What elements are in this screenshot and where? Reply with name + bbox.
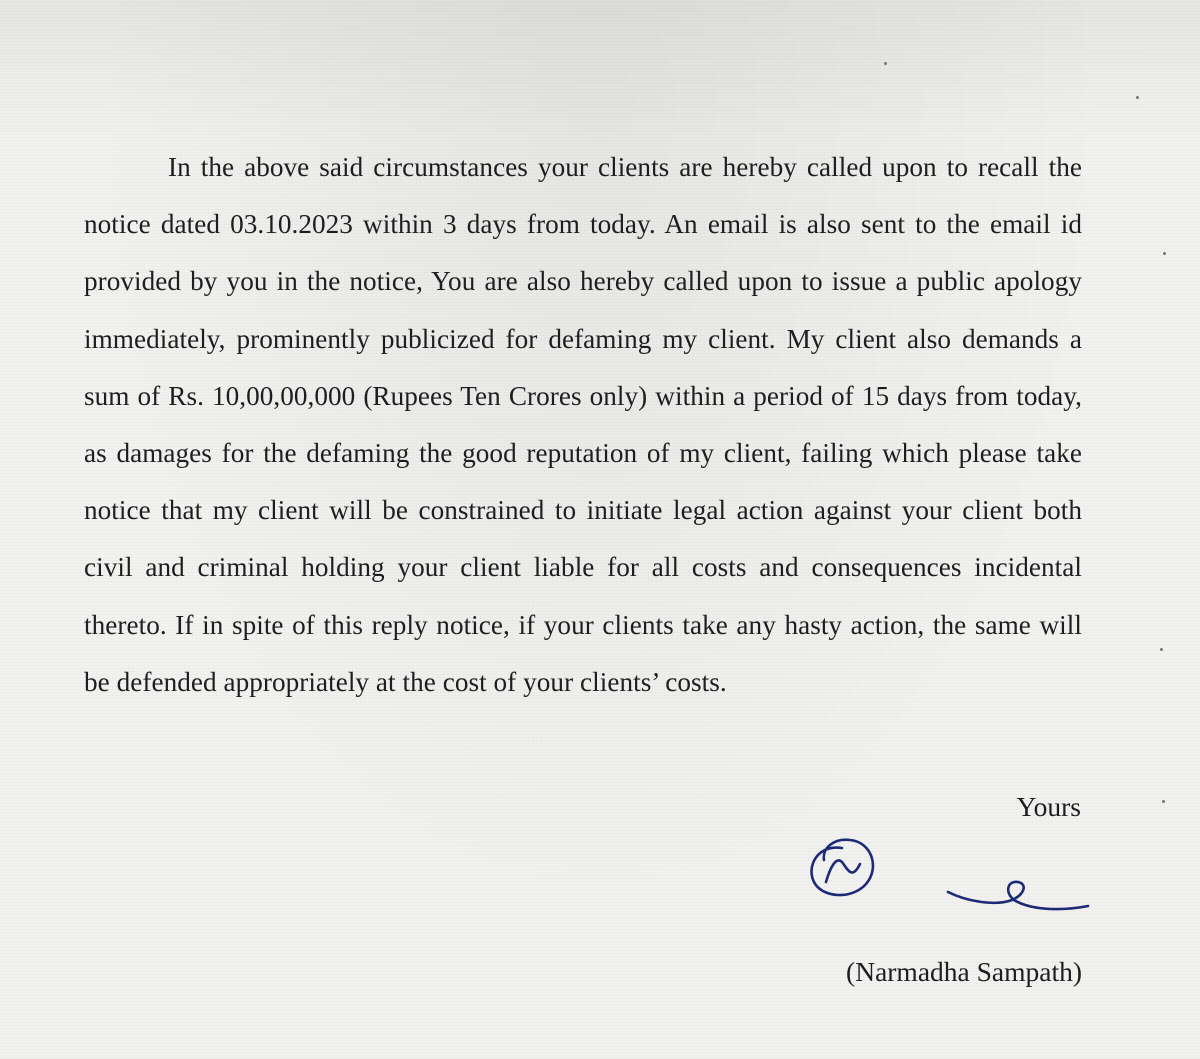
scan-speck	[1136, 96, 1139, 99]
letter-body-paragraph: In the above said circumstances your clients are hereby called upon to recall the notice dated 03.10.2023 within 3 days from today. An email is also sent to the email id provided by you in the notice, You are also hereby called upon to issue a public apology immediately, prominently publicized for defaming my client. My client also demands a sum of Rs. 10,00,00,000 (Rupees Ten Crores only) within a period of 15 days from today, as damages for the defaming the good reputation of my client, failing which please take notice that my client will be constrained to initiate legal action against your client both civil and criminal holding your client liable for all costs and consequences incidental thereto. If in spite of this reply notice, if your clients take any hasty action, the same will be defended appropriately at the cost of your clients’ costs.	[84, 152, 1082, 697]
scan-speck	[1162, 800, 1165, 803]
handwritten-signature-icon	[800, 818, 1100, 928]
scan-speck	[1160, 648, 1163, 651]
scan-speck	[1163, 252, 1166, 255]
scan-speck	[884, 62, 887, 65]
scan-shading	[0, 0, 1200, 140]
letter-closing: Yours	[1016, 791, 1081, 822]
signer-name: (Narmadha Sampath)	[846, 956, 1082, 987]
